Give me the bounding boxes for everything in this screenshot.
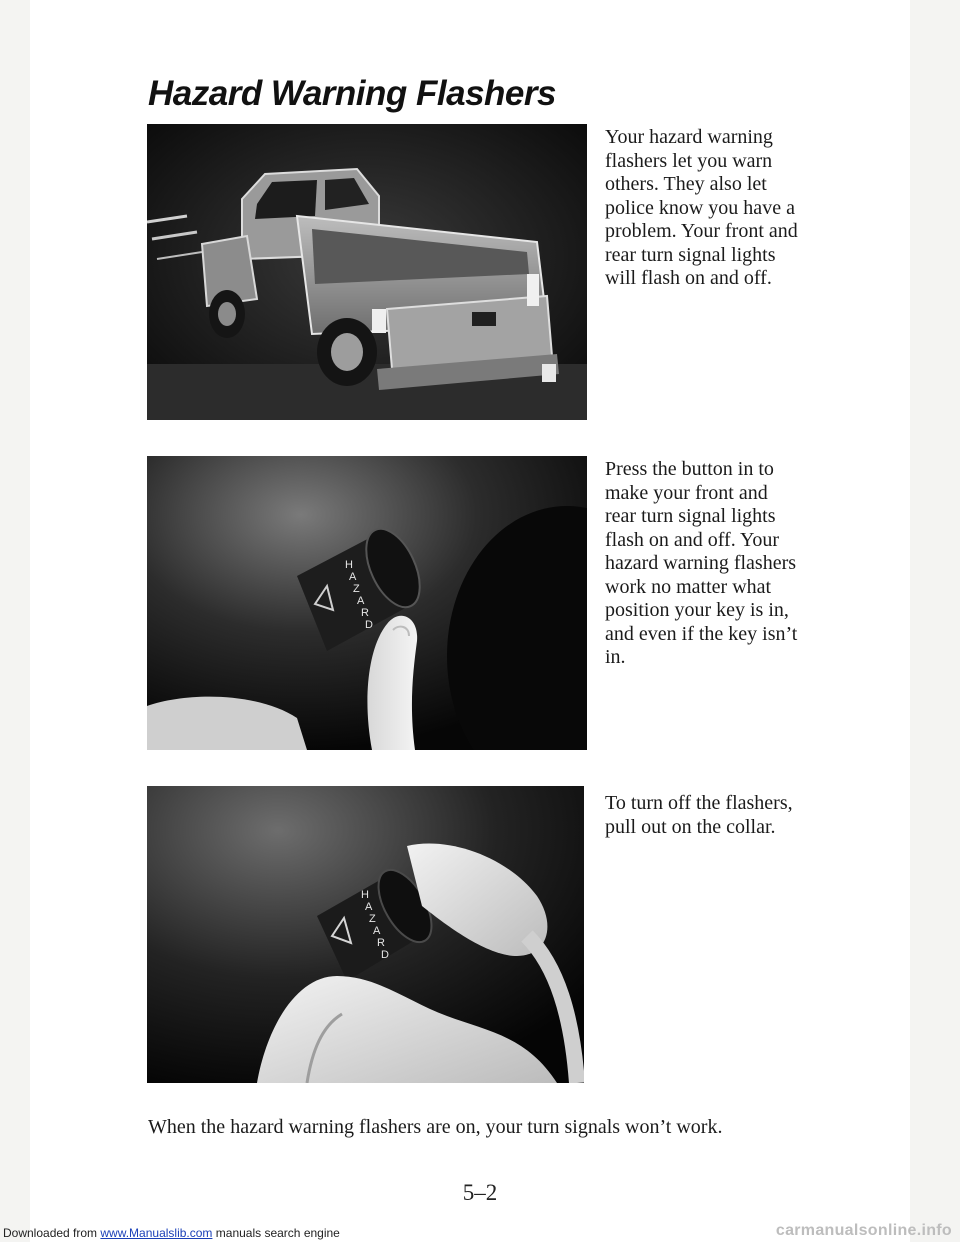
collar-letter-1: H [361, 889, 369, 901]
hazard-letter-3: Z [353, 583, 360, 595]
hazard-letter-6: D [365, 619, 373, 631]
hazard-letter-2: A [349, 571, 357, 583]
collar-letter-4: A [373, 925, 381, 937]
watermark: carmanualsonline.info [775, 1222, 952, 1239]
pull-collar-description: To turn off the flashers, pull out on the collar. [605, 792, 793, 838]
collar-letter-6: D [381, 949, 389, 961]
hazard-letter-1: H [345, 559, 353, 571]
banner-suffix: manuals search engine [212, 1226, 340, 1240]
manualslib-link[interactable]: www.Manualslib.com [100, 1226, 213, 1240]
pickup-truck-photo [147, 124, 587, 420]
hazard-letter-5: R [361, 607, 369, 619]
page-number: 5–2 [462, 1180, 498, 1205]
pickup-truck-illustration [147, 124, 587, 420]
download-banner [3, 1226, 340, 1240]
collar-letter-2: A [365, 901, 373, 913]
press-button-illustration [147, 456, 587, 750]
hazard-letter-4: A [357, 595, 365, 607]
page-title: Hazard Warning Flashers [148, 74, 556, 113]
press-button-description: Press the button in to make your front and rear turn signal lights flash on and off. Your hazard warning flashers work no matter what position your key is in, and even if the key isn’t in. [605, 458, 798, 668]
banner-prefix: Downloaded from [3, 1226, 101, 1240]
truck-description: Your hazard warning flashers let you warn others. They also let police know you have a problem. Your front and rear turn signal lights will flash on and off. [605, 126, 798, 289]
press-button-photo [147, 456, 587, 750]
collar-letter-3: Z [369, 913, 376, 925]
collar-letter-5: R [377, 937, 385, 949]
pull-collar-illustration [147, 786, 584, 1083]
pull-collar-photo [147, 786, 584, 1083]
turn-signal-note: When the hazard warning flashers are on, your turn signals won’t work. [148, 1116, 723, 1138]
